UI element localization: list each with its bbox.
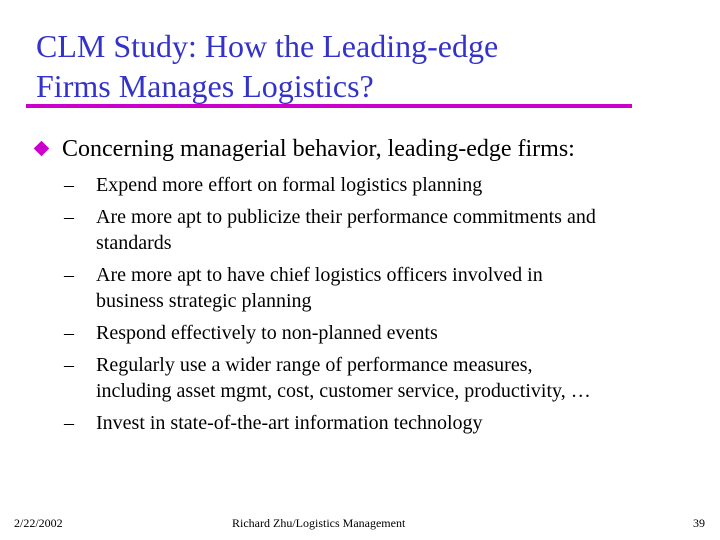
slide-title-line-1: CLM Study: How the Leading-edge	[36, 28, 499, 64]
sub-bullet-list	[64, 172, 704, 442]
main-bullet-text: Concerning managerial behavior, leading-edge firms:	[62, 136, 575, 162]
sub-bullet-line: Invest in state-of-the-art information technology	[96, 412, 483, 434]
dash-bullet: –	[64, 354, 74, 376]
sub-bullet-line: Are more apt to have chief logistics officers involved in	[96, 264, 543, 286]
sub-bullet-line: Regularly use a wider range of performance measures,	[96, 354, 533, 376]
slide-title	[36, 26, 676, 106]
diamond-bullet-icon	[34, 141, 50, 157]
dash-bullet: –	[64, 206, 74, 228]
sub-bullet-line: Respond effectively to non-planned events	[96, 322, 438, 344]
slide-title-line-2: Firms Manages Logistics?	[36, 68, 374, 104]
main-bullet	[32, 134, 702, 164]
sub-bullet-item	[64, 410, 704, 436]
sub-bullet-line: including asset mgmt, cost, customer service, productivity, …	[96, 380, 591, 402]
sub-bullet-item	[64, 262, 704, 314]
sub-bullet-item	[64, 172, 704, 198]
footer-date: 2/22/2002	[14, 516, 63, 530]
dash-bullet: –	[64, 264, 74, 286]
footer-author-course: Richard Zhu/Logistics Management	[232, 516, 406, 530]
footer-page-number: 39	[693, 516, 705, 530]
sub-bullet-line: business strategic planning	[96, 290, 312, 312]
title-underline-rule	[26, 104, 632, 108]
dash-bullet: –	[64, 174, 74, 196]
sub-bullet-item	[64, 352, 704, 404]
dash-bullet: –	[64, 322, 74, 344]
sub-bullet-item	[64, 204, 704, 256]
sub-bullet-line: Are more apt to publicize their performance commitments and	[96, 206, 596, 228]
sub-bullet-line: standards	[96, 232, 172, 254]
sub-bullet-line: Expend more effort on formal logistics planning	[96, 174, 483, 196]
sub-bullet-item	[64, 320, 704, 346]
dash-bullet: –	[64, 412, 74, 434]
